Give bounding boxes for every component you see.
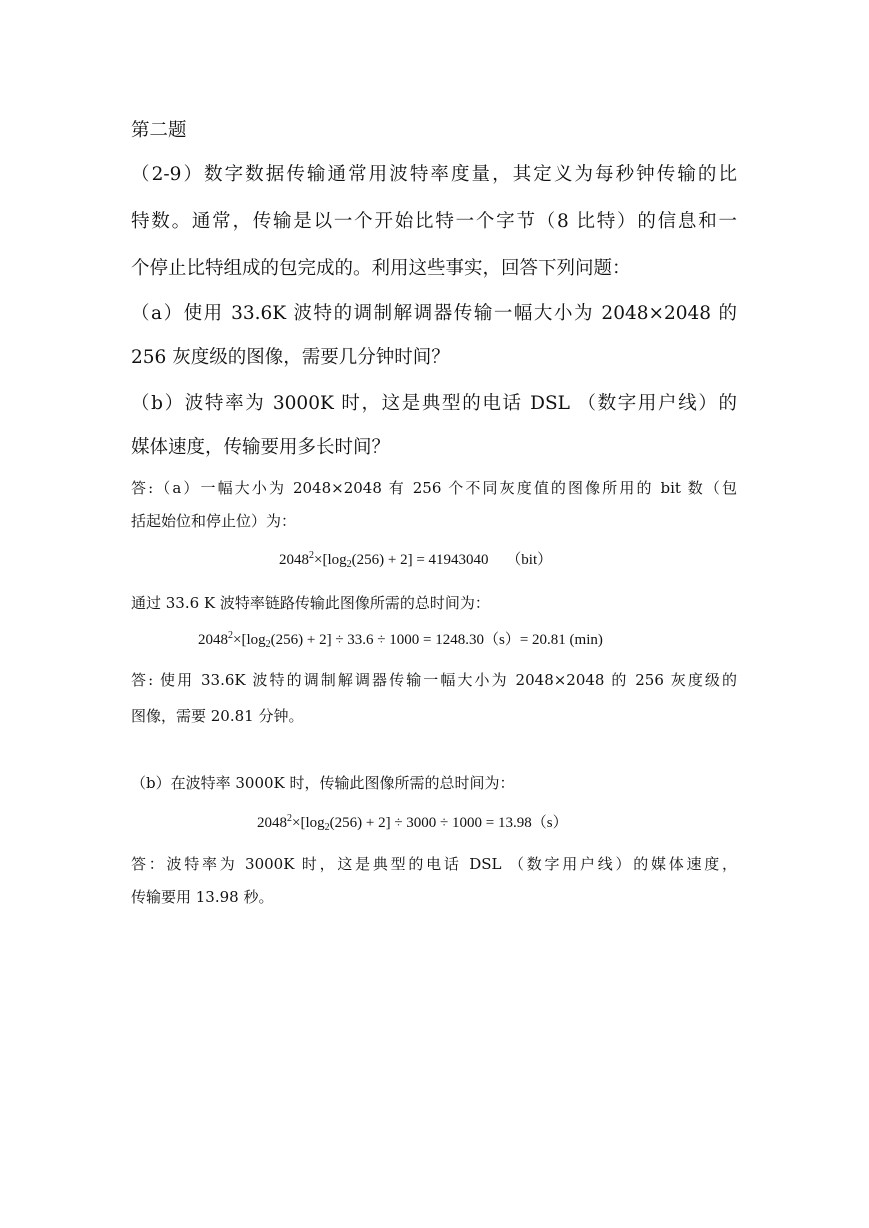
formula-bit-count	[279, 548, 552, 570]
formula-log-base: 2	[265, 639, 271, 650]
formula-log: ×[log	[233, 632, 266, 648]
formula-unit: （s）	[531, 815, 568, 831]
question-part-a-line-1: （a）使用 33.6K 波特的调制解调器传输一幅大小为 2048×2048 的	[131, 303, 737, 324]
answer-b-conclusion-line-1: 答：波特率为 3000K 时，这是典型的电话 DSL （数字用户线）的媒体速度，	[131, 855, 737, 873]
question-line-3: 个停止比特组成的包完成的。利用这些事实，回答下列问题：	[131, 258, 631, 279]
answer-a-conclusion-line-1: 答: 使用 33.6K 波特的调制解调器传输一幅大小为 2048×2048 的 256 灰度级的	[131, 671, 737, 689]
formula-unit: （s）	[484, 632, 520, 648]
formula-base: 2048	[198, 632, 228, 648]
formula-exponent: 2	[228, 630, 233, 641]
answer-a-line-1: 答:（a）一幅大小为 2048×2048 有 256 个不同灰度值的图像所用的 bit 数（包	[131, 479, 737, 497]
formula-rest: (256) + 2] ÷ 3000 ÷ 1000 = 13.98	[329, 815, 532, 831]
answer-b-conclusion-line-2: 传输要用 13.98 秒。	[131, 888, 274, 906]
question-line-1: （2-9）数字数据传输通常用波特率度量，其定义为每秒钟传输的比	[131, 164, 737, 185]
formula-tail: = 20.81 (min)	[519, 632, 603, 648]
question-part-b-line-1: （b）波特率为 3000K 时，这是典型的电话 DSL （数字用户线）的	[131, 393, 737, 414]
formula-log-base: 2	[346, 559, 352, 570]
formula-base: 2048	[279, 552, 309, 568]
question-line-2: 特数。通常，传输是以一个开始比特一个字节（8 比特）的信息和一	[131, 211, 737, 232]
formula-base: 2048	[257, 815, 287, 831]
formula-unit: （bit）	[506, 552, 553, 568]
formula-log: ×[log	[314, 552, 347, 568]
answer-a-line-2: 括起始位和停止位）为：	[131, 512, 297, 530]
formula-exponent: 2	[287, 813, 292, 824]
question-part-a-line-2: 256 灰度级的图像，需要几分钟时间？	[131, 347, 450, 368]
formula-log-base: 2	[324, 822, 330, 833]
answer-a-line-3: 通过 33.6 K 波特率链路传输此图像所需的总时间为：	[131, 594, 490, 612]
formula-rest: (256) + 2] = 41943040	[351, 552, 489, 568]
formula-time-b	[257, 811, 568, 833]
answer-b-line-1: （b）在波特率 3000K 时，传输此图像所需的总时间为：	[131, 774, 515, 792]
formula-rest: (256) + 2] ÷ 33.6 ÷ 1000 = 1248.30	[270, 632, 484, 648]
formula-log: ×[log	[292, 815, 325, 831]
formula-time-a	[198, 628, 603, 650]
section-title: 第二题	[131, 120, 187, 141]
question-part-b-line-2: 媒体速度，传输要用多长时间？	[131, 437, 391, 458]
answer-a-conclusion-line-2: 图像，需要 20.81 分钟。	[131, 707, 304, 725]
formula-exponent: 2	[309, 550, 314, 561]
